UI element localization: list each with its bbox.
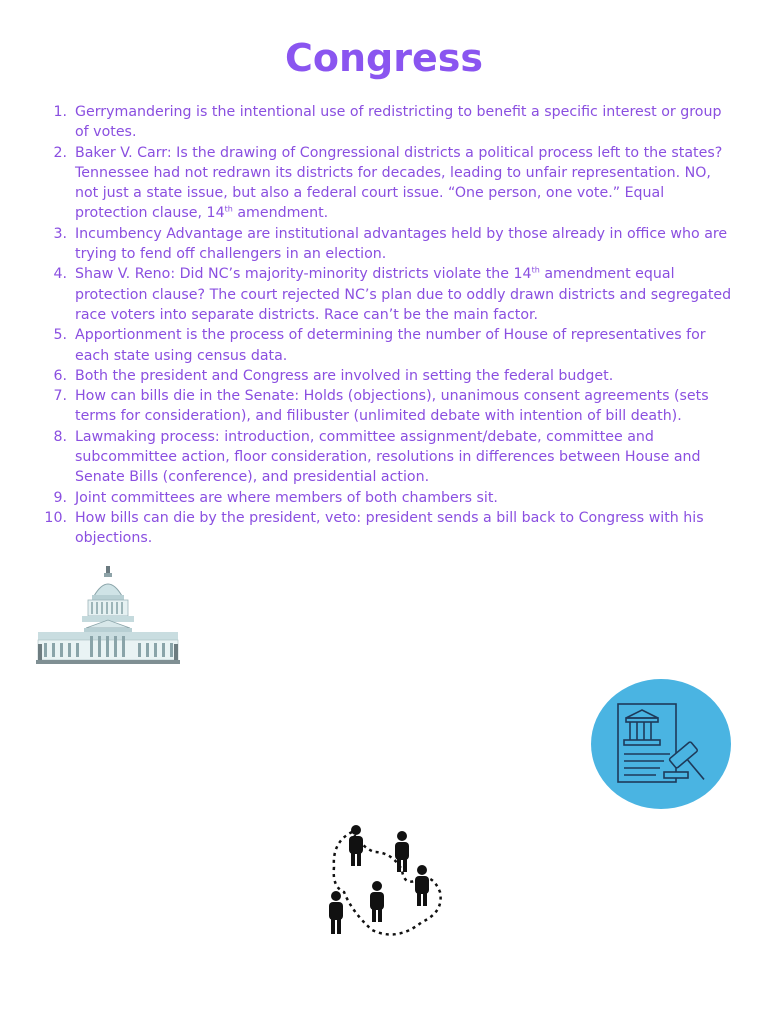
list-item: [38, 488, 738, 508]
item-text: [67, 224, 738, 265]
item-text-part: Joint committees are where members of both chambers sit.: [75, 489, 498, 506]
item-text: [67, 325, 738, 366]
item-text-part: amendment.: [232, 205, 329, 222]
item-number: 10.: [44, 509, 67, 526]
item-number: 7.: [53, 388, 67, 405]
item-text-part: Lawmaking process: introduction, committee assignment/debate, committee and subcommittee action, floor consideration, resolutions in differences between House and Senate Bills (conference), and presidential action.: [75, 428, 701, 486]
list-item: [38, 386, 738, 427]
item-number: 4.: [53, 266, 67, 283]
item-text-part: amendment equal protection clause? The court rejected NC’s plan due to oddly drawn districts and segregated race voters into separate districts. Race can’t be the main factor.: [75, 266, 732, 323]
item-number: 5.: [53, 327, 67, 344]
item-text: [67, 427, 738, 488]
list-item: [38, 325, 738, 366]
item-text-part: How can bills die in the Senate: Holds (objections), unanimous consent agreements (sets terms for consideration), and filibuster (unlimited debate with intention of bill death).: [75, 388, 709, 425]
list-item: [38, 102, 738, 143]
item-text: [67, 386, 738, 427]
item-text: [67, 143, 738, 224]
item-text-part: Baker V. Carr: Is the drawing of Congressional districts a political process left to the states? Tennessee had not redrawn its districts for decades, leading to unfair representation. NO, not just a state issue, but also a federal court issue. “One person, one vote.” Equal protection clause, 14: [75, 144, 723, 222]
item-text: [67, 488, 738, 508]
item-text-part: Both the president and Congress are involved in setting the federal budget.: [75, 367, 614, 384]
item-text-part: How bills can die by the president, veto: president sends a bill back to Congress with his objections.: [75, 509, 704, 547]
page-title: Congress: [285, 36, 483, 80]
law-document-gavel-icon: [590, 678, 732, 810]
list-item: [38, 264, 738, 325]
list-item: [38, 143, 738, 224]
list-item: [38, 366, 738, 386]
capitol-building-icon: [34, 564, 182, 666]
list-item: [38, 508, 738, 549]
item-text: [67, 264, 738, 325]
item-number: 6.: [53, 367, 67, 384]
list-item: [38, 427, 738, 488]
item-text-part: Shaw V. Reno: Did NC’s majority-minority districts violate the 14: [75, 266, 532, 283]
item-text: [67, 102, 738, 143]
item-text-part: Apportionment is the process of determining the number of House of representatives for each state using census data.: [75, 327, 706, 364]
item-text: [67, 508, 738, 549]
congress-list: [38, 102, 738, 549]
item-superscript: th: [531, 265, 540, 275]
item-number: 2.: [53, 144, 67, 161]
list-item: [38, 224, 738, 265]
item-number: 8.: [53, 428, 67, 445]
item-number: 9.: [53, 489, 67, 506]
item-text-part: Incumbency Advantage are institutional advantages held by those already in office who are trying to fend off challengers in an election.: [75, 225, 728, 263]
item-superscript: th: [224, 204, 233, 214]
item-text-part: Gerrymandering is the intentional use of redistricting to benefit a specific interest or group of votes.: [75, 104, 722, 141]
item-text: [67, 366, 738, 386]
item-number: 3.: [53, 225, 67, 242]
item-number: 1.: [53, 104, 67, 120]
people-district-icon: [322, 822, 446, 940]
